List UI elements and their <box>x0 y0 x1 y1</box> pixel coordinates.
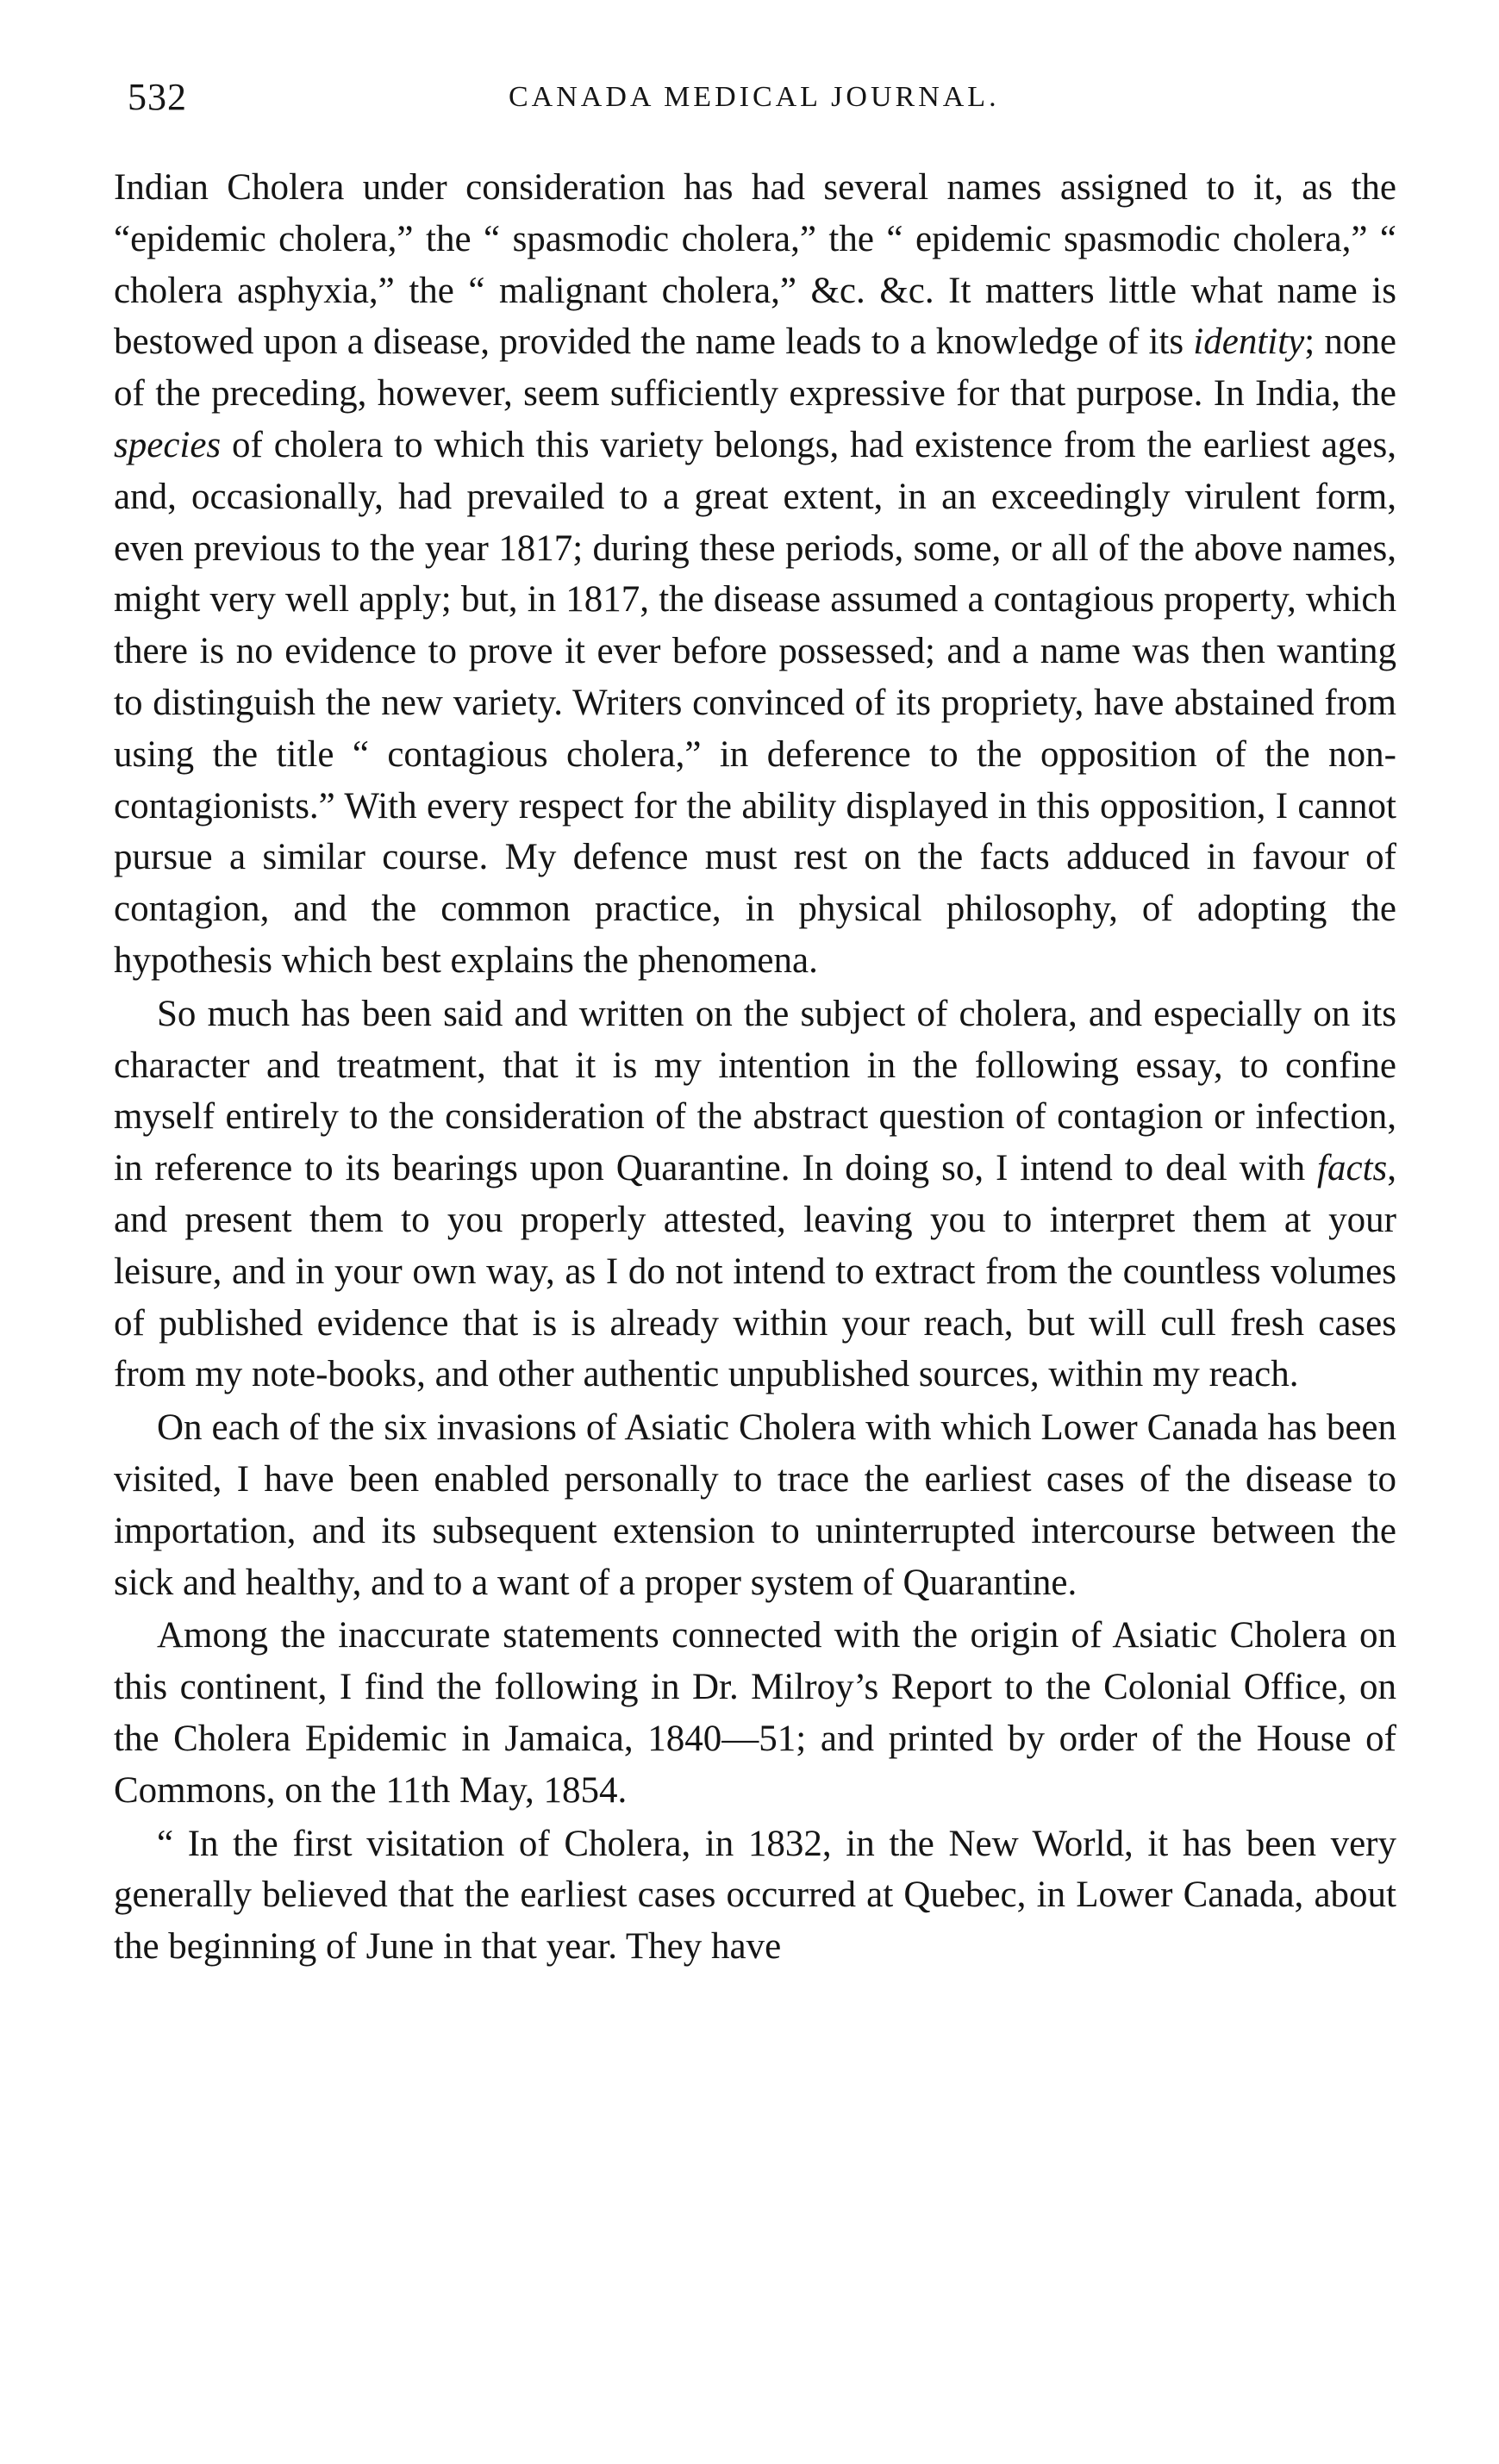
page-number: 532 <box>128 76 187 118</box>
paragraph-text: “ In the first visitation of Cholera, in 1832, in the New World, it has been very generally believed that the earliest cases occurred at Quebec, in Lower Canada, about the beginning of June in that year. They have <box>114 1823 1396 1968</box>
paragraph-six-invasions <box>114 1402 1396 1608</box>
paragraph-text: ; none of the preceding, however, seem sufficiently expressive for that purpose. In India, the <box>114 321 1396 415</box>
italic-term-species: species <box>114 424 222 465</box>
running-head <box>0 67 1499 128</box>
article-body <box>114 162 1396 1973</box>
italic-term-facts: facts <box>1317 1148 1388 1189</box>
journal-title: CANADA MEDICAL JOURNAL. <box>509 81 1000 113</box>
paragraph-text: Among the inaccurate statements connected with the origin of Asiatic Cholera on this continent, I find the following in Dr. Milroy’s Report to the Colonial Office, on the Cholera Epidemic in Jamaica, 1840—51; and printed by order of the House of Commons, on the 11th May, 1854. <box>114 1615 1396 1811</box>
paragraph-text: of cholera to which this variety belongs, had existence from the earliest ages, and, occasionally, had prevailed to a great extent, in an exceedingly virulent form, even previous to the year 1817; during these periods, some, or all of the above names, might very well apply; but, in 1817, the disease assumed a contagious property, which there is no evidence to prove it ever before possessed; and a name was then wanting to distinguish the new variety. Writers convinced of its propriety, have abstained from using the title “ contagious cholera,” in deference to the opposition of the non-contagionists.” With every respect for the ability displayed in this opposition, I cannot pursue a similar course. My defence must rest on the facts adduced in favour of contagion, and the common practice, in physical philosophy, of adopting the hypothesis which best explains the phenomena. <box>114 424 1396 981</box>
paragraph-cholera-names <box>114 162 1396 987</box>
italic-term-identity: identity <box>1193 321 1305 363</box>
paragraph-text: On each of the six invasions of Asiatic Cholera with which Lower Canada has been visited, I have been enabled personally to trace the earliest cases of the disease to importation, and its subsequent extension to uninterrupted intercourse between the sick and healthy, and to a want of a proper system of Quarantine. <box>114 1407 1396 1603</box>
paragraph-text: , and present them to you properly attested, leaving you to interpret them at your leisure, and in your own way, as I do not intend to extract from the countless volumes of published evidence that is is already within your reach, but will cull fresh cases from my note-books, and other authentic unpublished sources, within my reach. <box>114 1148 1396 1395</box>
paragraph-text: So much has been said and written on the subject of cholera, and especially on its character and treatment, that it is my intention in the following essay, to confine myself entirely to the consideration of the abstract question of contagion or infection, in reference to its bearings upon Quarantine. In doing so, I intend to deal with <box>114 993 1396 1189</box>
paragraph-quotation <box>114 1818 1396 1973</box>
paragraph-essay-intent <box>114 989 1396 1400</box>
paragraph-milroy-report <box>114 1610 1396 1816</box>
paragraph-text: Indian Cholera under consideration has had several names assigned to it, as the “epidemic cholera,” the “ spasmodic cholera,” the “ epidemic spasmodic cholera,” “ cholera asphyxia,” the “ malignant cholera,” &c. &c. It matters little what name is bestowed upon a disease, provided the name leads to a knowledge of its <box>114 167 1396 363</box>
